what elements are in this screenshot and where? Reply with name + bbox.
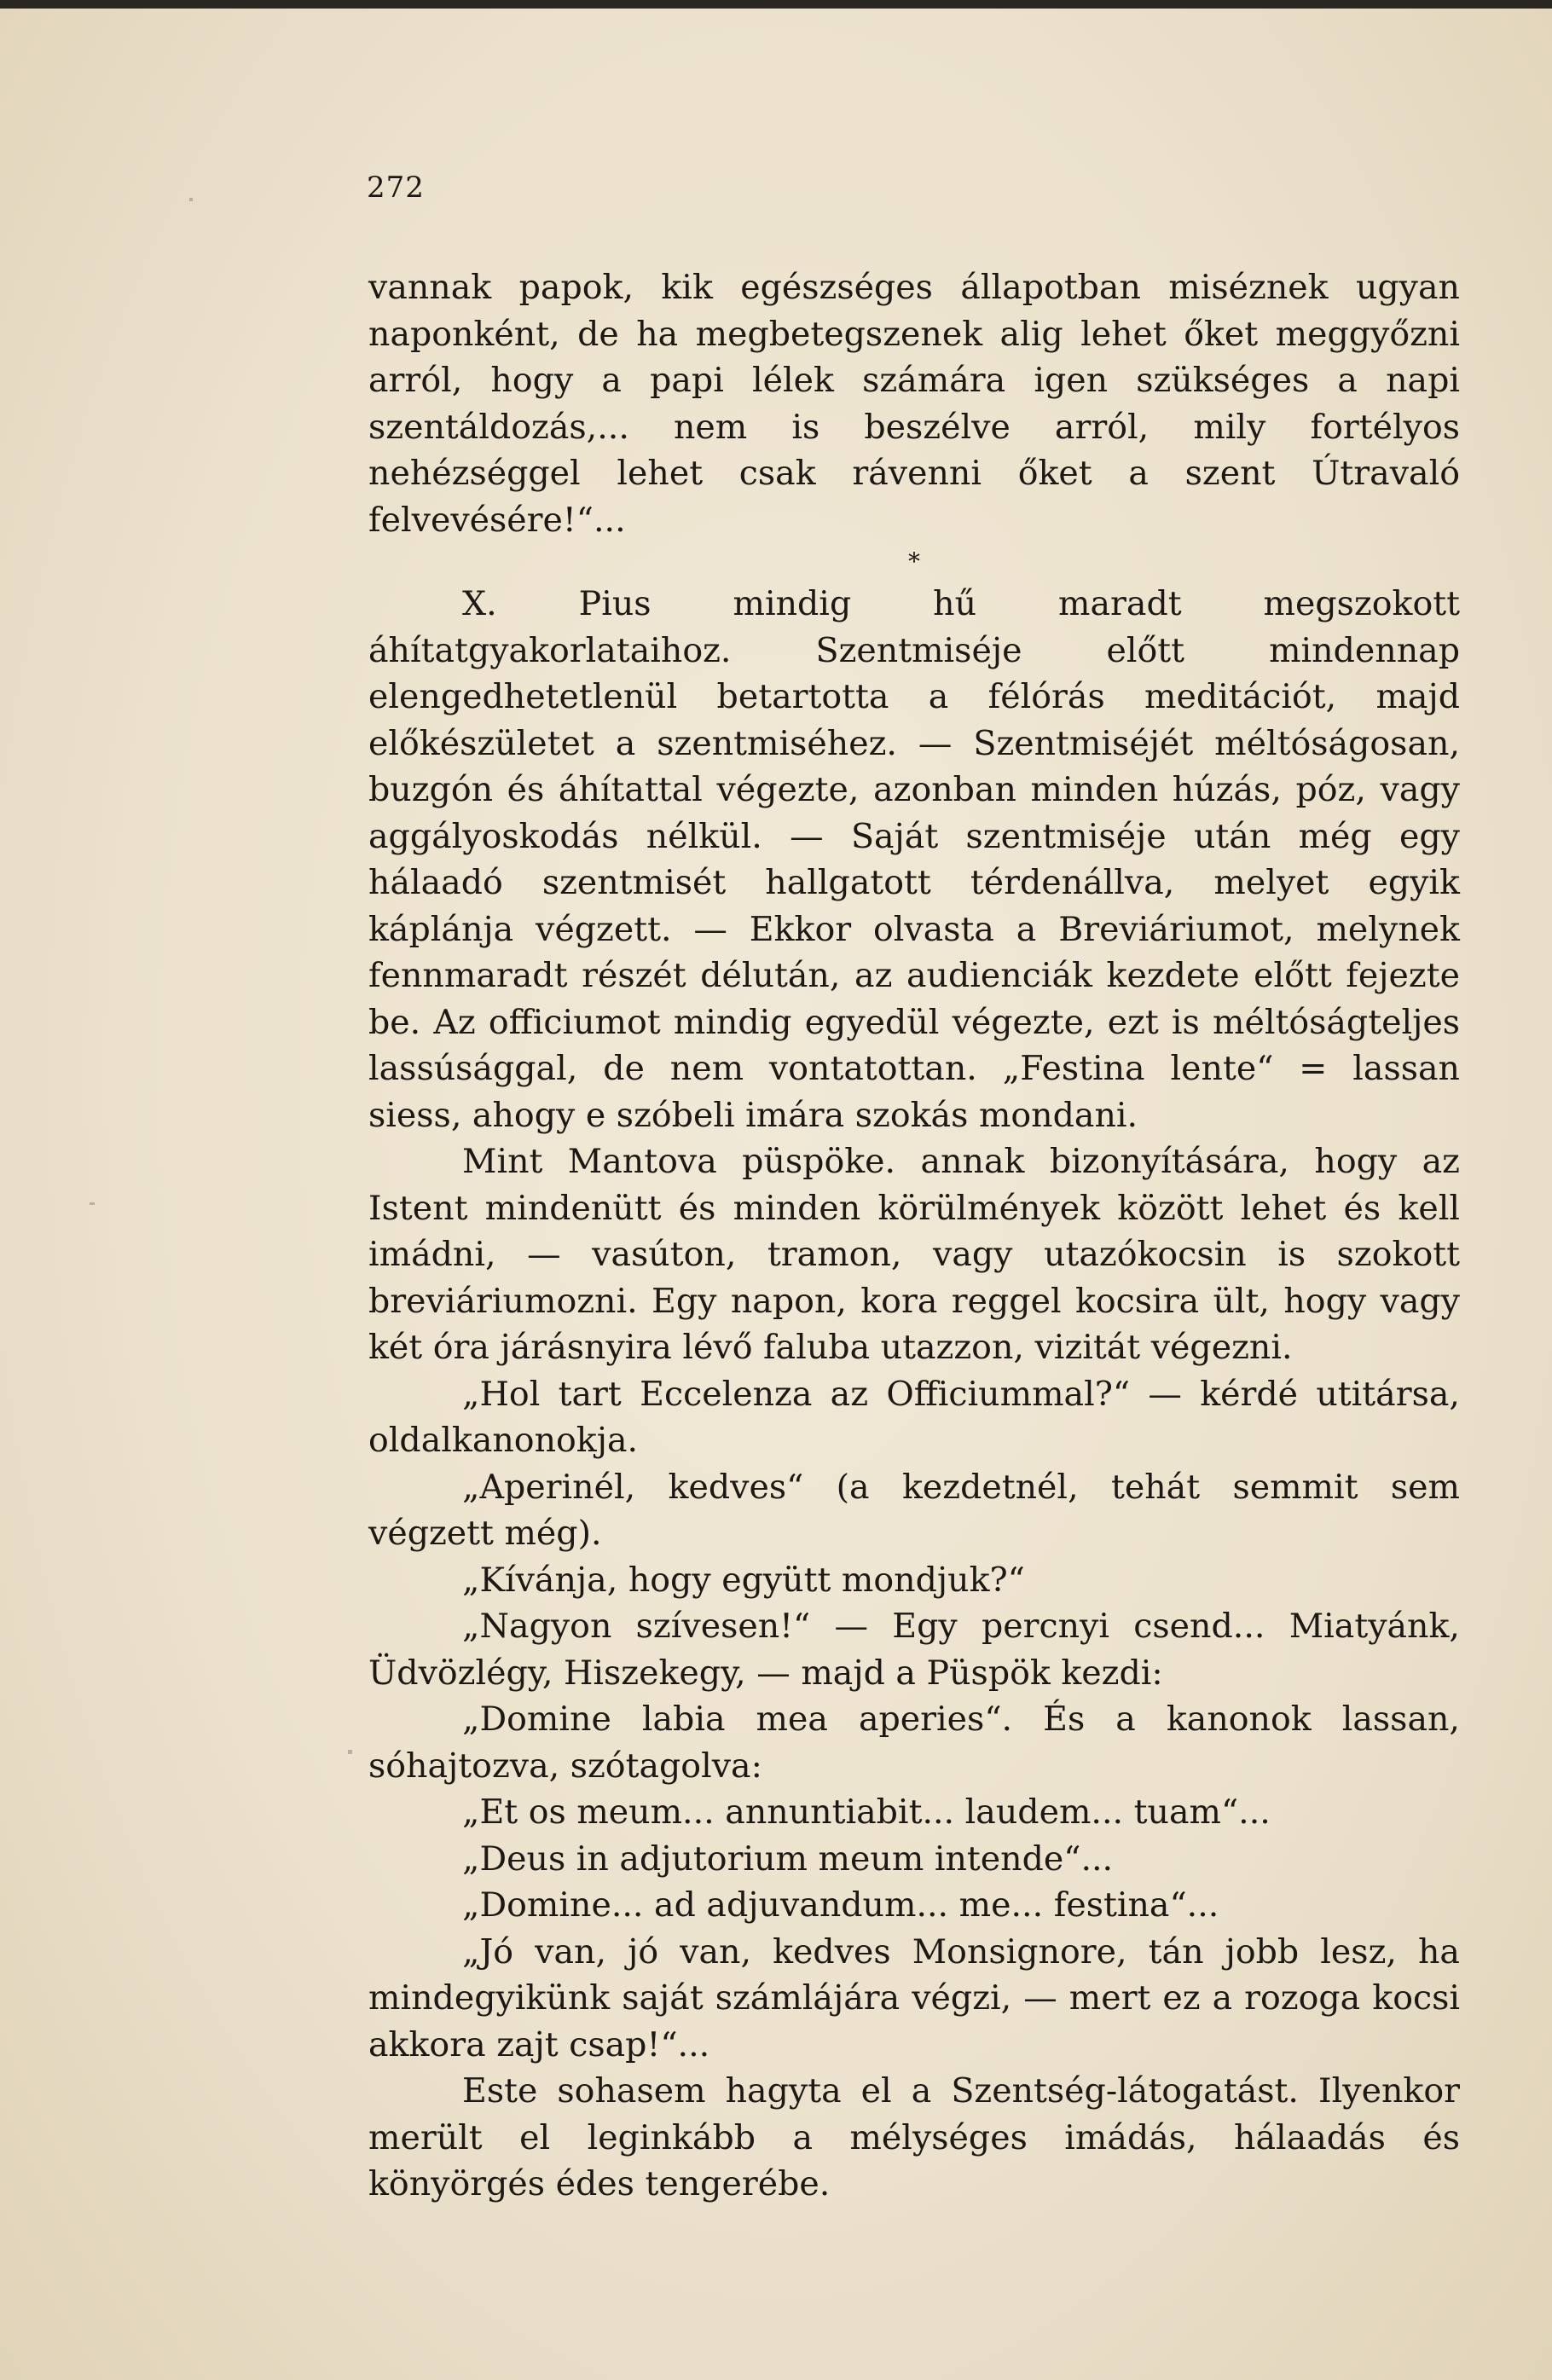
paragraph-2: X. Pius mindig hű maradt megszokott áhítatgyakorlataihoz. Szentmiséje előtt mindennap elengedhetetlenül betartotta a félórás meditációt, majd előkészületet a szentmiséhez. — Szentmiséjét méltóságosan, buzgón és áhítattal végezte, azonban minden húzás, póz, vagy aggályoskodás nélkül. — Saját szentmiséje után még egy hálaadó szentmisét hallgatott térdenállva, melyet egyik káplánja végzett. — Ekkor olvasta a Breviáriumot, melynek fennmaradt részét délután, az audienciák kezdete előtt fejezte be. Az officiumot mindig egyedül végezte, ezt is méltóságteljes lassúsággal, de nem vontatottan. „Festina lente“ = lassan siess, ahogy e szóbeli imára szokás mondani.	[368, 584, 1460, 1135]
paragraph-10: „Deus in adjutorium meum intende“...	[462, 1839, 1114, 1879]
paragraph-3: Mint Mantova püspöke. annak bizonyítására, hogy az Istent mindenütt és minden körülmények között lehet és kell imádni, — vasúton, tramon, vagy utazókocsin is szokott breviáriumozni. Egy napon, kora reggel kocsira ült, hogy vagy két óra járásnyira lévő faluba utazzon, vizitát végezni.	[368, 1142, 1460, 1367]
body-text	[368, 264, 1460, 2208]
margin-speck	[90, 1202, 95, 1205]
section-separator: *	[908, 547, 920, 576]
margin-speck	[348, 1750, 352, 1754]
paragraph-12: „Jó van, jó van, kedves Monsignore, tán jobb lesz, ha mindegyikünk saját számlájára végzi, — mert ez a rozoga kocsi akkora zajt csap!“...	[368, 1931, 1460, 2064]
margin-speck	[189, 198, 193, 201]
page-number: 272	[367, 171, 425, 205]
paragraph-11: „Domine... ad adjuvandum... me... festina“...	[462, 1885, 1219, 1925]
paragraph-8: „Domine labia mea aperies“. És a kanonok lassan, sóhajtozva, szótagolva:	[368, 1700, 1460, 1786]
paragraph-4: „Hol tart Eccelenza az Officiummal?“ — kérdé utitársa, oldalkanonokja.	[368, 1374, 1460, 1460]
scan-top-edge	[0, 0, 1552, 9]
paragraph-9: „Et os meum... annuntiabit... laudem... tuam“...	[462, 1792, 1271, 1832]
paragraph-7: „Nagyon szívesen!“ — Egy percnyi csend... Miatyánk, Üdvözlégy, Hiszekegy, — majd a Püspök kezdi:	[368, 1607, 1460, 1693]
paragraph-5: „Aperinél, kedves“ (a kezdetnél, tehát semmit sem végzett még).	[368, 1467, 1460, 1553]
paragraph-6: „Kívánja, hogy együtt mondjuk?“	[462, 1560, 1025, 1600]
paragraph-1: vannak papok, kik egészséges állapotban miséznek ugyan naponként, de ha megbetegszenek alig lehet őket meggyőzni arról, hogy a papi lélek számára igen szükséges a napi szentáldozás,... nem is beszélve arról, mily fortélyos nehézséggel lehet csak rávenni őket a szent Útravaló felvevésére!“...	[368, 268, 1460, 540]
paragraph-13: Este sohasem hagyta el a Szentség-látogatást. Ilyenkor merült el leginkább a mélységes imádás, hálaadás és könyörgés édes tengerébe.	[368, 2071, 1460, 2203]
